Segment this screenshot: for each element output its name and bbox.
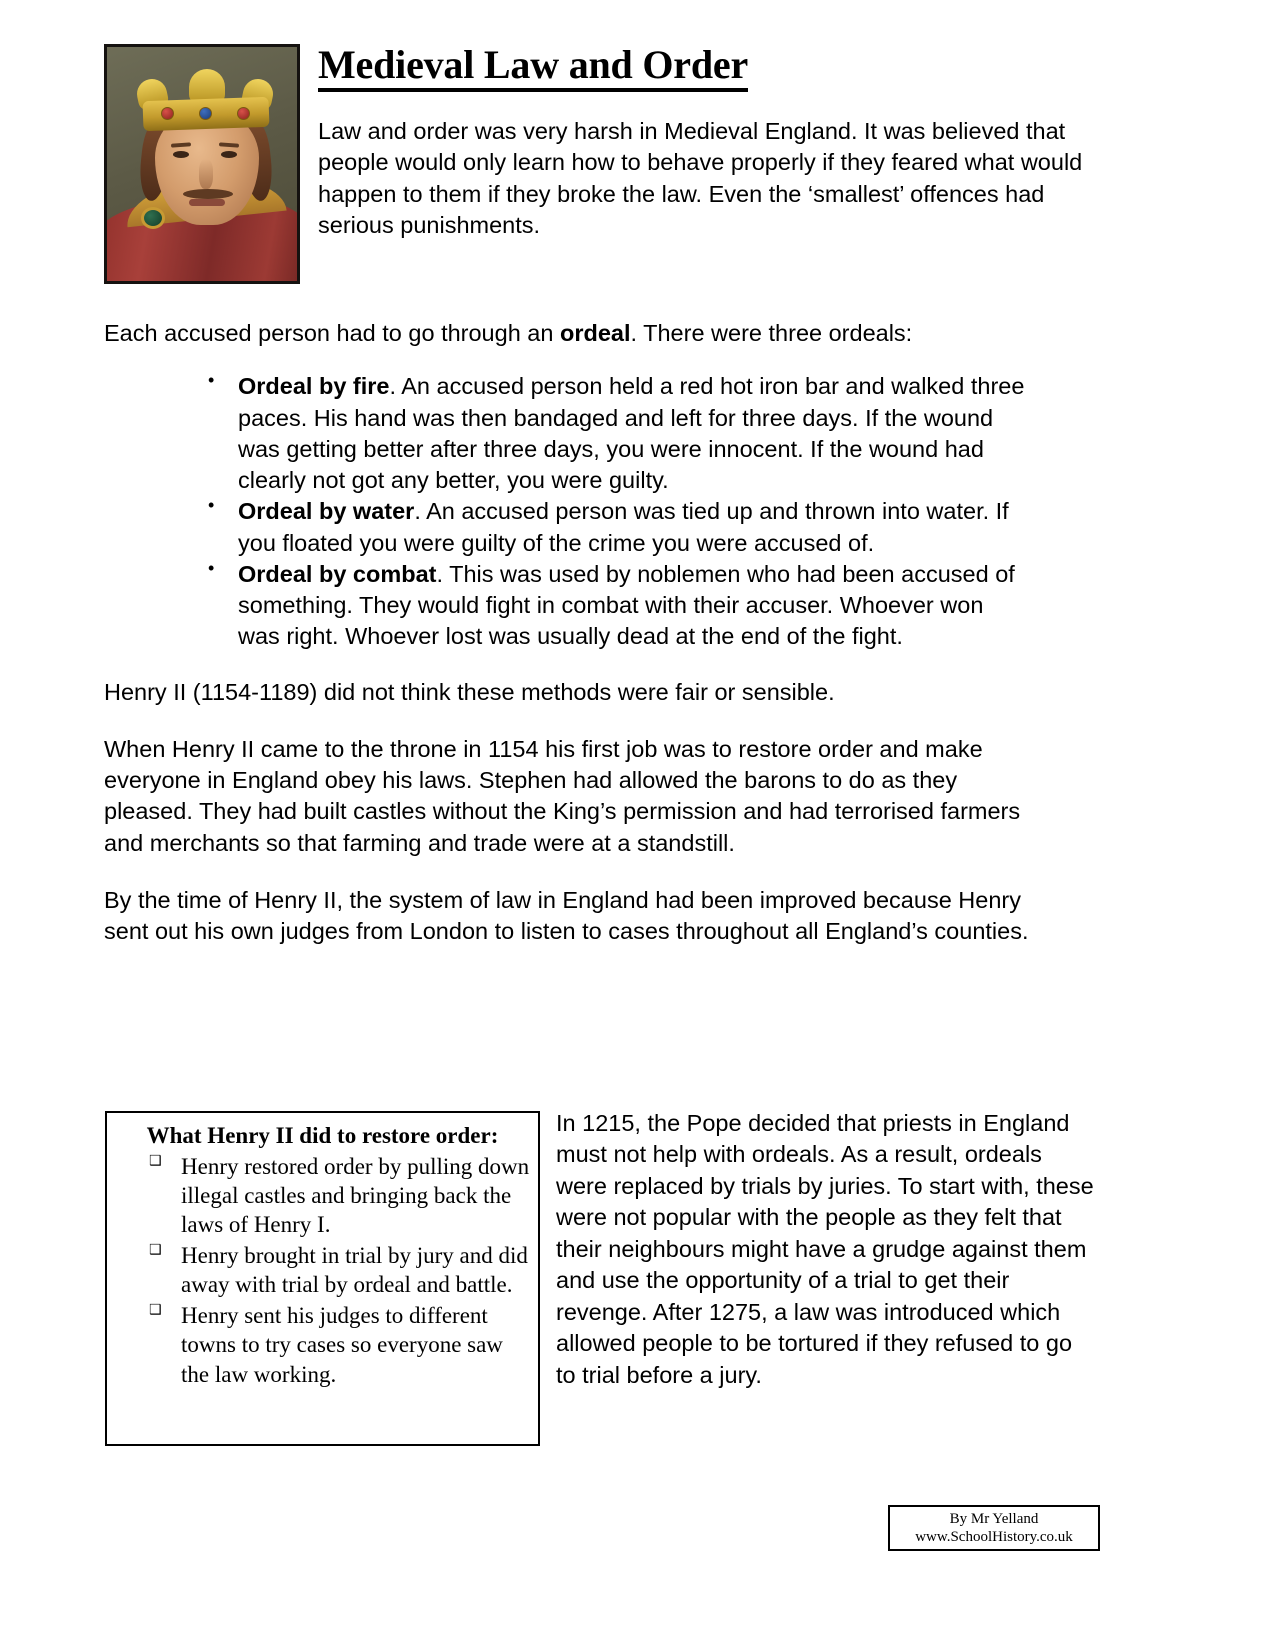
list-item: ❑ Henry brought in trial by jury and did away with trial by ordeal and battle. (149, 1241, 530, 1300)
credit-website: www.SchoolHistory.co.uk (915, 1529, 1073, 1545)
list-item (204, 371, 1028, 496)
crown-jewel-right (237, 107, 250, 120)
list-item: ❑ Henry restored order by pulling down illegal castles and bringing back the laws of Henry I. (149, 1152, 530, 1240)
king-portrait-image (104, 44, 300, 284)
main-body (104, 318, 1034, 973)
ordeal-term: Ordeal by fire (238, 373, 390, 400)
restore-order-list (107, 1152, 538, 1390)
restore-order-box (105, 1111, 540, 1446)
portrait-eye-right (221, 151, 237, 158)
crown-jewel-center (199, 107, 212, 120)
pope-paragraph: In 1215, the Pope decided that priests in England must not help with ordeals. As a result, ordeals were replaced by trials by juries. To start with, these were not popular with the people as they felt that their neighbours might have a grudge against them and use the opportunity of a trial to get their revenge. After 1275, a law was introduced which allowed people to be tortured if they refused to go to trial before a jury. (556, 1110, 1094, 1388)
restore-order-title: What Henry II did to restore order: (146, 1123, 499, 1148)
pope-column (556, 1108, 1096, 1391)
list-item: ❑ Henry sent his judges to different towns to try cases so everyone saw the law working. (149, 1301, 530, 1389)
ordeals-intro-before: Each accused person had to go through an (104, 320, 560, 346)
ordeal-description: . This was used by noblemen who had been accused of something. They would fight in combat with their accuser. Whoever won was right. Whoever lost was usually dead at the end of the fight. (238, 560, 1015, 650)
page-title: Medieval Law and Order (318, 44, 748, 92)
header-text-block (318, 44, 1104, 241)
ordeal-term: Ordeal by water (238, 498, 415, 525)
intro-paragraph: Law and order was very harsh in Medieval England. It was believed that people would only learn how to behave properly if they feared what would happen to them if they broke the law. Even the ‘smallest’ offences had serious punishments. (318, 118, 1083, 238)
portrait-moustache (183, 189, 233, 199)
henry-throne-paragraph: When Henry II came to the throne in 1154 his first job was to restore order and make everyone in England obey his laws. Stephen had allowed the barons to do as they pleased. They had built castles without the King’s permission and had terrorised farmers and merchants so that farming and trade were at a standstill. (104, 735, 1021, 856)
henry-judges-paragraph: By the time of Henry II, the system of law in England had been improved because Henry sent out his own judges from London to listen to cases throughout all England’s counties. (104, 886, 1029, 944)
list-item (204, 559, 1028, 653)
crown-jewel-left (161, 107, 174, 120)
ordeals-intro-paragraph (104, 318, 1034, 349)
credit-box (888, 1505, 1100, 1551)
portrait-eye-left (173, 151, 189, 158)
ordeals-intro-bold: ordeal (559, 320, 631, 346)
ordeal-term: Ordeal by combat (238, 560, 437, 587)
ordeals-list (104, 371, 1034, 652)
portrait-mouth (189, 199, 225, 206)
credit-author: By Mr Yelland (949, 1510, 1039, 1527)
list-item (204, 496, 1028, 559)
portrait-nose (199, 159, 213, 189)
portrait-brooch (141, 207, 165, 229)
document-header (104, 44, 1104, 284)
henry-dates-paragraph: Henry II (1154-1189) did not think these methods were fair or sensible. (104, 678, 835, 705)
ordeal-description: . An accused person was tied up and thrown into water. If you floated you were guilty of the crime you were accused of. (238, 498, 1009, 556)
ordeal-description: . An accused person held a red hot iron bar and walked three paces. His hand was then bandaged and left for three days. If the wound was getting better after three days, you were innocent. If the wound had clearly not got any better, you were guilty. (238, 373, 1025, 493)
ordeals-intro-after: . There were three ordeals: (630, 320, 913, 346)
